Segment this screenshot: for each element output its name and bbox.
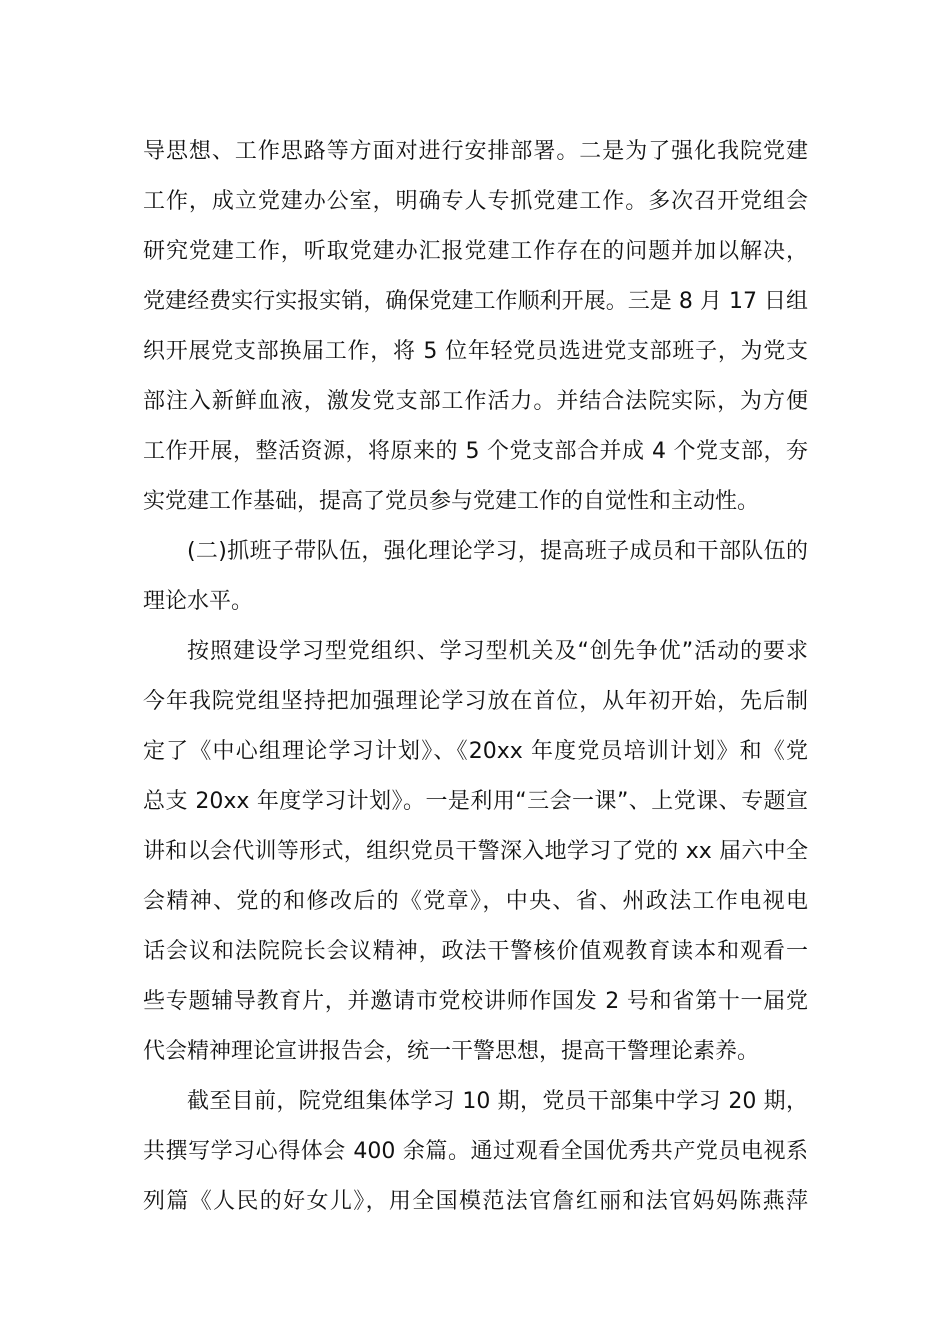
paragraph-4 [143, 1077, 808, 1227]
text-line: 定了《中心组理论学习计划》、《20xx 年度党员培训计划》和《党 [143, 739, 808, 764]
text-line: 党建经费实行实报实销，确保党建工作顺利开展。三是 8 月 17 日组 [143, 289, 808, 314]
text-line: 按照建设学习型党组织、学习型机关及“创先争优”活动的要求 [187, 639, 809, 664]
text-line: 今年我院党组坚持把加强理论学习放在首位，从年初开始，先后制 [143, 689, 808, 714]
text-line: 导思想、工作思路等方面对进行安排部署。二是为了强化我院党建 [143, 139, 808, 164]
document-body [143, 127, 808, 1227]
text-line: 工作开展，整活资源，将原来的 5 个党支部合并成 4 个党支部，夯 [143, 439, 808, 464]
text-line: 理论水平。 [143, 589, 254, 614]
text-line: 截至目前，院党组集体学习 10 期，党员干部集中学习 20 期， [187, 1089, 808, 1114]
paragraph-3 [143, 627, 808, 1077]
text-line: 列篇《人民的好女儿》，用全国模范法官詹红丽和法官妈妈陈燕萍 [143, 1189, 808, 1214]
text-line: 部注入新鲜血液，激发党支部工作活力。并结合法院实际，为方便 [143, 389, 808, 414]
text-line: 织开展党支部换届工作，将 5 位年轻党员选进党支部班子，为党支 [143, 339, 808, 364]
text-line: 研究党建工作，听取党建办汇报党建工作存在的问题并加以解决， [143, 239, 808, 264]
text-line: 些专题辅导教育片，并邀请市党校讲师作国发 2 号和省第十一届党 [143, 989, 808, 1014]
text-line: 会精神、党的和修改后的《党章》，中央、省、州政法工作电视电 [143, 889, 808, 914]
text-line: 讲和以会代训等形式，组织党员干警深入地学习了党的 xx 届六中全 [143, 839, 808, 864]
text-line: 共撰写学习心得体会 400 余篇。通过观看全国优秀共产党员电视系 [143, 1139, 808, 1164]
paragraph-1 [143, 127, 808, 527]
text-line: 总支 20xx 年度学习计划》。一是利用“三会一课”、上党课、专题宣 [143, 789, 808, 814]
text-line: 工作，成立党建办公室，明确专人专抓党建工作。多次召开党组会 [143, 189, 808, 214]
text-line: (二)抓班子带队伍，强化理论学习，提高班子成员和干部队伍的 [187, 539, 808, 564]
section-heading [143, 527, 808, 627]
text-line: 实党建工作基础，提高了党员参与党建工作的自觉性和主动性。 [143, 489, 760, 514]
text-line: 话会议和法院院长会议精神，政法干警核价值观教育读本和观看一 [143, 939, 808, 964]
text-line: 代会精神理论宣讲报告会，统一干警思想，提高干警理论素养。 [143, 1039, 760, 1064]
